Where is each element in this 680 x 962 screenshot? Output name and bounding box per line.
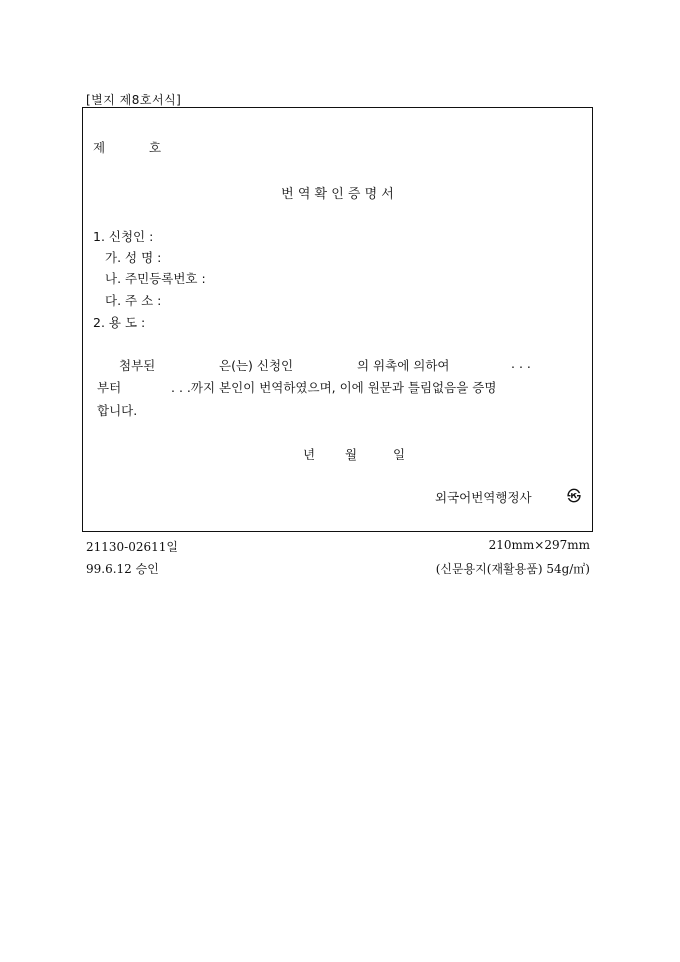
footer-paper-size: 210mm×297mm	[488, 538, 590, 552]
body-text-5: 부터	[97, 380, 122, 395]
item-address: 다. 주 소 :	[105, 293, 162, 308]
date-day: 일	[393, 447, 406, 462]
item-purpose: 2. 용 도 :	[93, 315, 146, 330]
doc-number-prefix: 제	[93, 140, 106, 155]
body-text-7: 합니다.	[97, 403, 138, 418]
footer-approval: 99.6.12 승인	[86, 562, 159, 576]
footer-form-code: 21130-02611일	[86, 540, 178, 554]
body-text-3: 의 위촉에 의하여	[357, 358, 450, 373]
footer-paper-type: (신문용지(재활용품) 54g/㎡)	[435, 562, 590, 576]
form-label: [별지 제8호서식]	[86, 93, 182, 107]
date-month: 월	[345, 447, 358, 462]
item-registration-number: 나. 주민등록번호 :	[105, 271, 206, 286]
body-text-1: 첨부된	[119, 358, 156, 373]
document-title: 번 역 확 인 증 명 서	[281, 187, 394, 202]
seal-mark: ㉿	[567, 489, 581, 505]
date-year: 년	[303, 447, 316, 462]
doc-number-suffix: 호	[149, 140, 162, 155]
certificate-form	[82, 107, 593, 532]
item-applicant: 1. 신청인 :	[93, 229, 154, 244]
body-text-6: . . .까지 본인이 번역하였으며, 이에 원문과 틀림없음을 증명	[171, 380, 497, 395]
signer-title: 외국어번역행정사	[435, 490, 532, 505]
body-text-2: 은(는) 신청인	[219, 358, 294, 373]
body-text-4: . . .	[511, 356, 531, 371]
item-name: 가. 성 명 :	[105, 250, 162, 265]
